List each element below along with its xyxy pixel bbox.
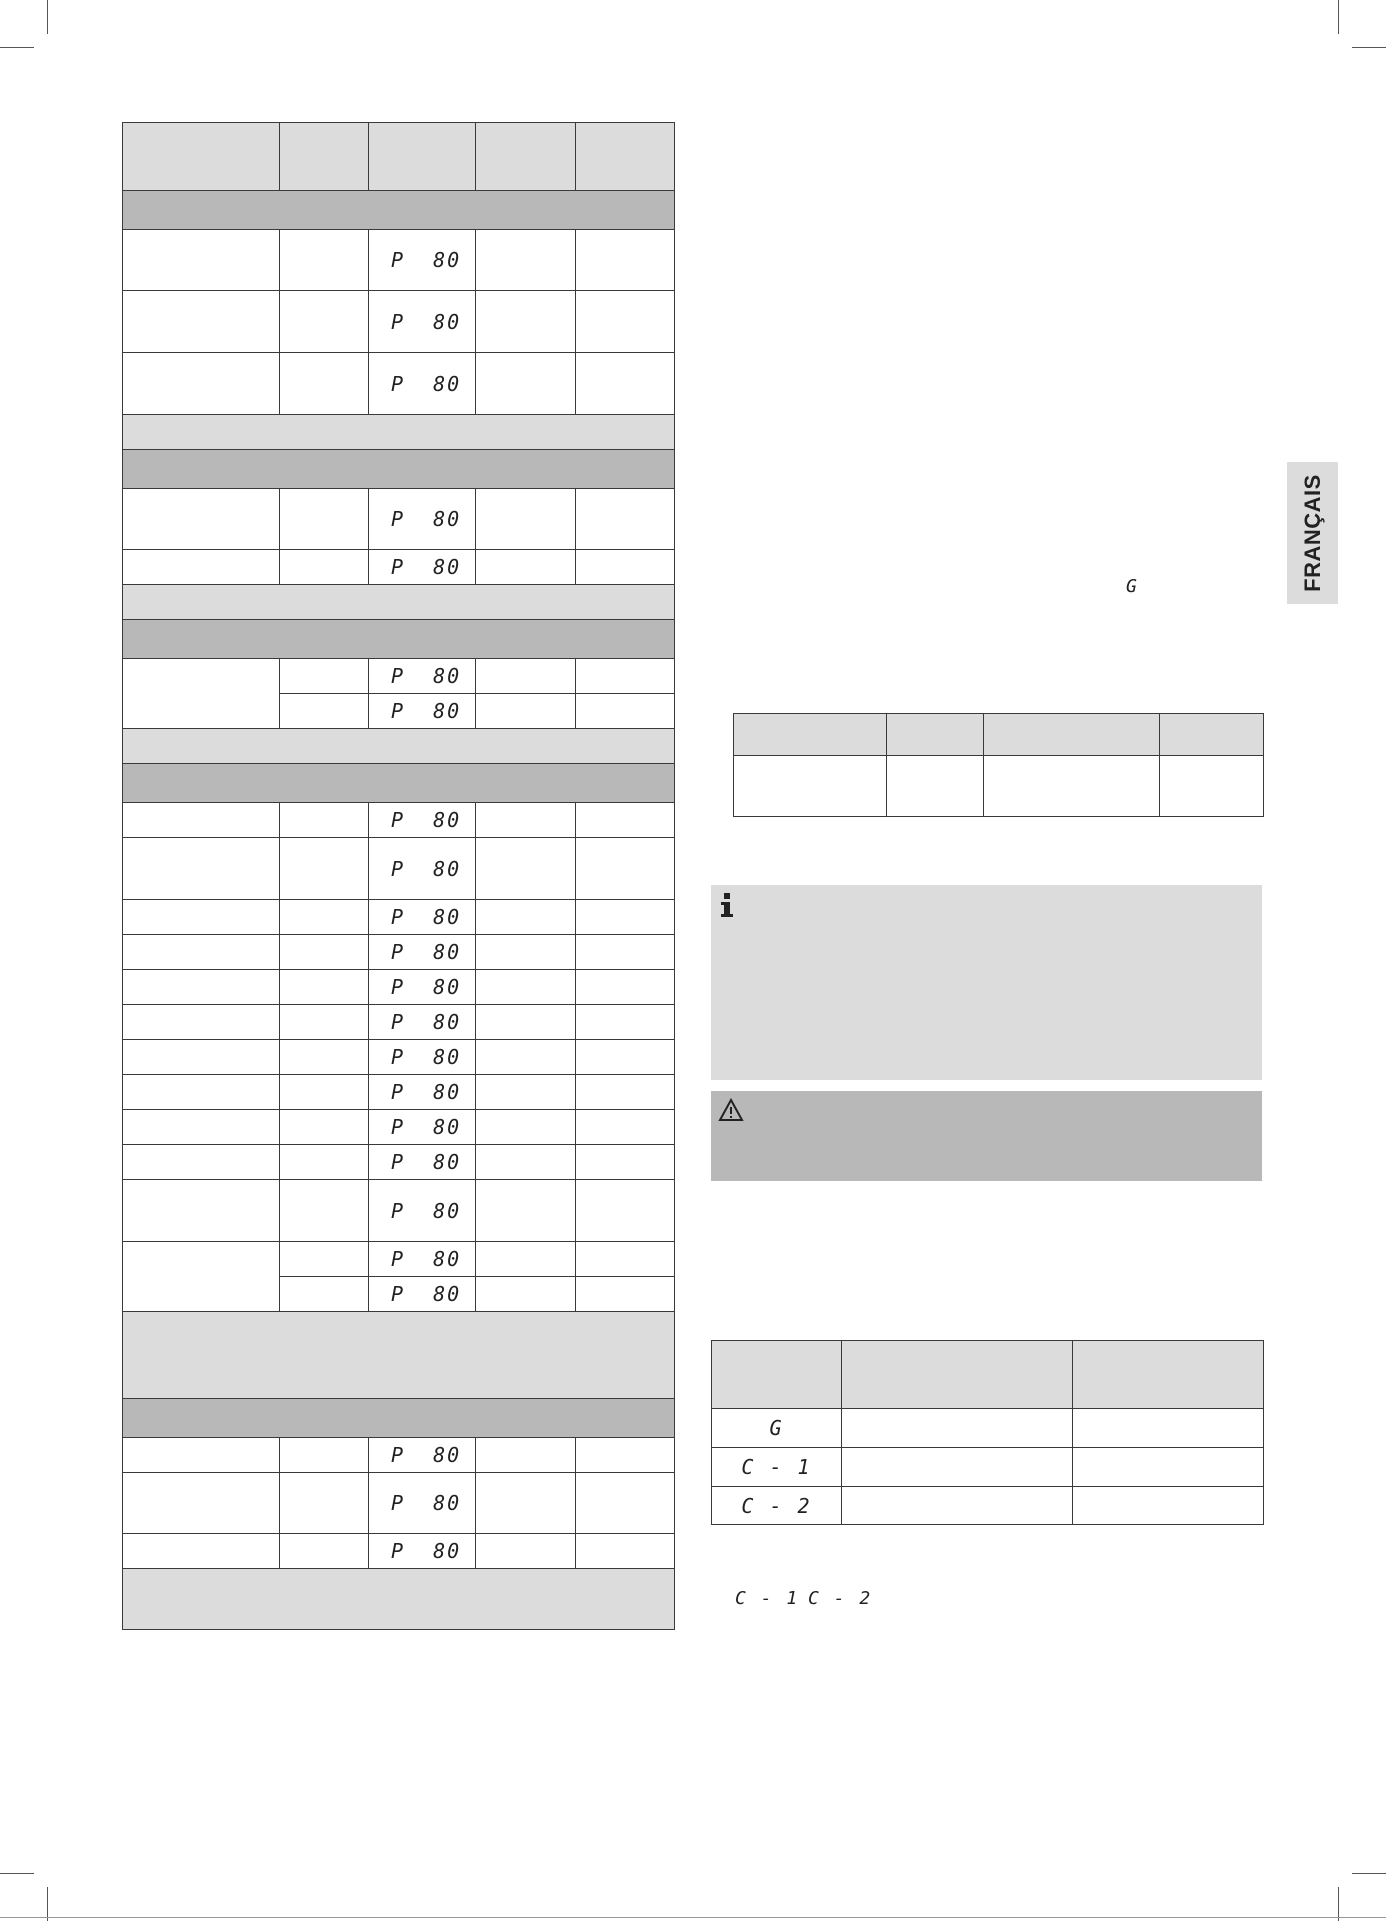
display-value: P 80 — [391, 1198, 462, 1223]
display-value: P 80 — [391, 1282, 462, 1306]
display-value: P 80 — [391, 507, 462, 531]
display-value: P 80 — [391, 664, 462, 688]
table-row — [712, 1448, 1264, 1487]
table-row — [123, 1005, 675, 1040]
display-value: P 80 — [391, 856, 462, 881]
display-value: P 80 — [391, 1080, 462, 1104]
table-row — [123, 935, 675, 970]
note-row — [123, 415, 675, 450]
crop-mark — [0, 47, 34, 48]
display-value: P 80 — [391, 371, 462, 396]
warning-note-box — [711, 1091, 1262, 1181]
table-row — [734, 756, 1264, 817]
table-row — [123, 970, 675, 1005]
language-tab-label: FRANÇAIS — [1299, 474, 1325, 592]
table-row — [712, 1409, 1264, 1448]
section-row — [123, 764, 675, 803]
inline-code-c2: C - 2 — [808, 1588, 873, 1609]
table-row — [123, 291, 675, 353]
display-value: P 80 — [391, 1045, 462, 1069]
section-row — [123, 620, 675, 659]
info-note-box — [711, 885, 1262, 1080]
error-code-c1: C - 1 — [741, 1455, 812, 1479]
crop-mark — [1338, 1887, 1339, 1921]
section-row — [123, 1399, 675, 1438]
warning-triangle-icon — [718, 1098, 744, 1122]
display-value: P 80 — [391, 1115, 462, 1139]
table-row — [123, 550, 675, 585]
page-bottom-rule — [0, 1917, 1386, 1918]
language-tab — [1287, 462, 1338, 604]
crop-mark — [47, 0, 48, 34]
display-value: P 80 — [391, 905, 462, 929]
table-row — [123, 1242, 675, 1277]
info-icon — [720, 893, 734, 919]
crop-mark — [0, 1873, 34, 1874]
display-value: P 80 — [391, 808, 462, 832]
table-row — [123, 659, 675, 694]
note-row — [123, 729, 675, 764]
table-row — [123, 1110, 675, 1145]
inline-code-c1: C - 1 — [735, 1588, 800, 1609]
table-row — [123, 1040, 675, 1075]
section-row — [123, 191, 675, 230]
table-row — [123, 900, 675, 935]
note-row — [123, 585, 675, 620]
error-code-c2: C - 2 — [741, 1493, 812, 1518]
display-value: P 80 — [391, 555, 462, 579]
table-row — [123, 838, 675, 900]
table-header-row — [123, 123, 675, 191]
table-row — [712, 1487, 1264, 1525]
table-row — [123, 1180, 675, 1242]
display-value: P 80 — [391, 1010, 462, 1034]
program-table — [122, 122, 675, 1630]
table-row — [123, 803, 675, 838]
section-row — [123, 450, 675, 489]
table-row — [123, 1534, 675, 1569]
display-value: P 80 — [391, 699, 462, 723]
display-value: P 80 — [391, 1443, 462, 1467]
note-row — [123, 1312, 675, 1399]
display-symbol-g-inline: G — [1126, 576, 1139, 597]
display-value: P 80 — [391, 1150, 462, 1174]
display-value: P 80 — [391, 1247, 462, 1271]
error-code-g: G — [769, 1416, 784, 1440]
table-row — [123, 1438, 675, 1473]
table-header-row — [734, 714, 1264, 756]
crop-mark — [1338, 0, 1339, 34]
crop-mark — [1352, 47, 1386, 48]
crop-mark — [1352, 1873, 1386, 1874]
table-row — [123, 230, 675, 291]
error-code-table — [711, 1340, 1264, 1525]
display-value: P 80 — [391, 309, 462, 334]
table-row — [123, 1075, 675, 1110]
display-value: P 80 — [391, 975, 462, 999]
table-row — [123, 1473, 675, 1534]
note-row — [123, 1569, 675, 1630]
table-header-row — [712, 1341, 1264, 1409]
display-value: P 80 — [391, 940, 462, 964]
crop-mark — [47, 1887, 48, 1921]
settings-table — [733, 713, 1264, 817]
display-value: P 80 — [391, 1539, 462, 1563]
display-value: P 80 — [391, 248, 462, 272]
table-row — [123, 1145, 675, 1180]
display-value: P 80 — [391, 1491, 462, 1515]
table-row — [123, 489, 675, 550]
table-row — [123, 353, 675, 415]
